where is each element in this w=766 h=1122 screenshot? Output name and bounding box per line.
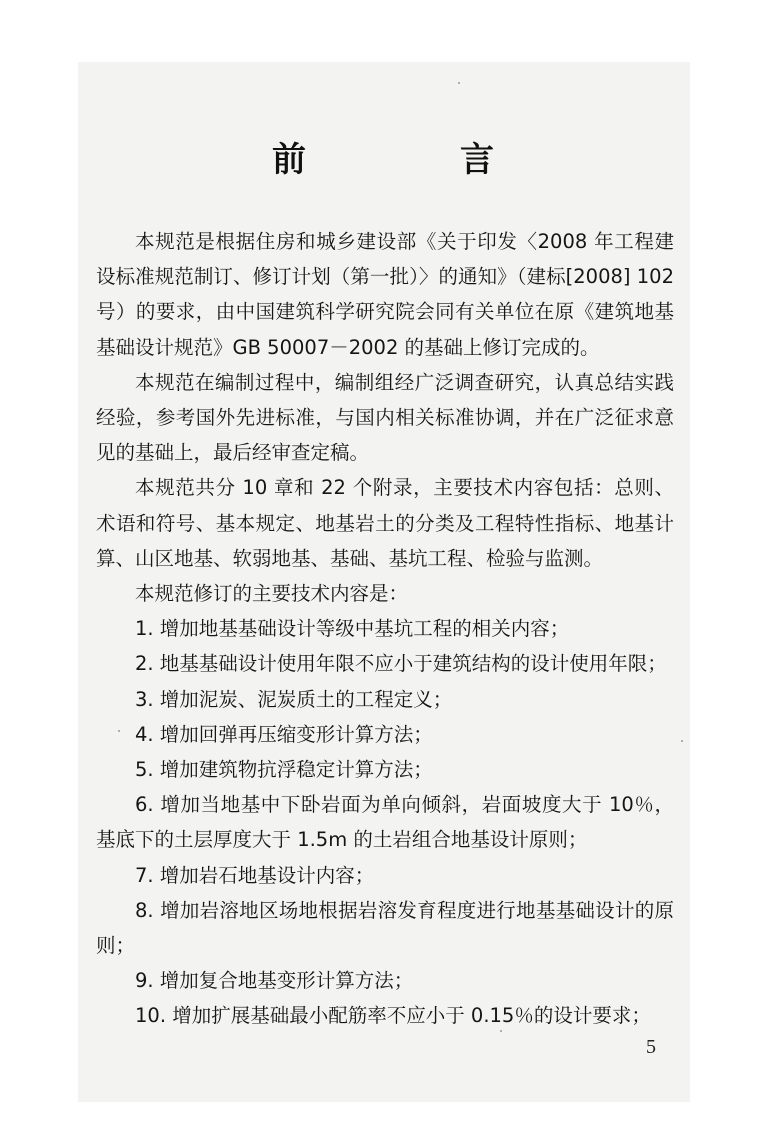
paragraph: 本规范在编制过程中，编制组经广泛调查研究，认真总结实践经验，参考国外先进标准，与国内相关标准协调，并在广泛征求意见的基础上，最后经审查定稿。	[96, 370, 674, 465]
paragraph: 本规范共分 10 章和 22 个附录，主要技术内容包括：总则、术语和符号、基本规定、地基岩土的分类及工程特性指标、地基计算、山区地基、软弱地基、基础、基坑工程、检验与监测。	[96, 476, 674, 570]
paragraph: 本规范修订的主要技术内容是：	[135, 582, 409, 606]
list-item: 7. 增加岩石地基设计内容；	[135, 863, 375, 887]
scan-speck	[681, 740, 683, 742]
paragraph: 本规范是根据住房和城乡建设部《关于印发〈2008 年工程建设标准规范制订、修订计划（第一批）〉的通知》（建标[2008] 102 号）的要求，由中国建筑科学研究院会同有关单位在原《建筑地基基础设计规范》GB 50007－2002 的基础上修订完成的。	[96, 230, 674, 359]
list-item: 8. 增加岩溶地区场地根据岩溶发育程度进行地基基础设计的原则；	[96, 898, 674, 958]
page-number: 5	[646, 1036, 656, 1058]
list-item: 1. 增加地基基础设计等级中基坑工程的相关内容；	[135, 617, 570, 641]
list-item: 5. 增加建筑物抗浮稳定计算方法；	[135, 758, 433, 782]
list-item: 2. 地基基础设计使用年限不应小于建筑结构的设计使用年限；	[135, 652, 667, 676]
list-item: 10. 增加扩展基础最小配筋率不应小于 0.15％的设计要求；	[135, 1004, 651, 1028]
document-body	[96, 224, 674, 1034]
list-item: 6. 增加当地基中下卧岩面为单向倾斜，岩面坡度大于 10％，基底下的土层厚度大于 1.5m 的土岩组合地基设计原则；	[96, 793, 674, 852]
scan-speck	[458, 82, 460, 84]
list-item: 3. 增加泥炭、泥炭质土的工程定义；	[135, 687, 453, 711]
list-item: 9. 增加复合地基变形计算方法；	[135, 969, 414, 993]
list-item: 4. 增加回弹再压缩变形计算方法；	[135, 722, 433, 746]
page-title: 前 言	[272, 140, 554, 180]
